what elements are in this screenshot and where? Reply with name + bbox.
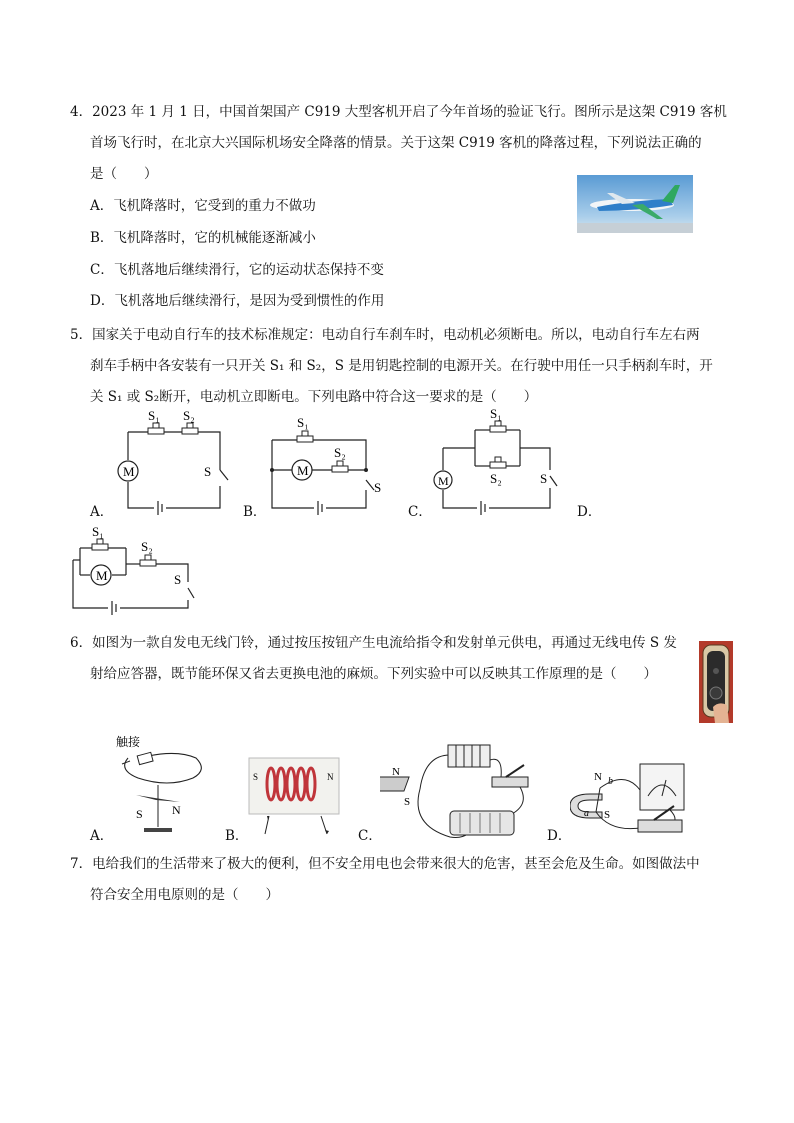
circuit-a — [110, 410, 235, 515]
circuit-d — [68, 520, 198, 616]
q6-label-a: A． — [90, 828, 114, 844]
switch-s2-label: S₂ — [490, 471, 502, 486]
q4-option-c: C．飞机落地后继续滑行，它的运动状态保持不变 — [90, 262, 384, 278]
coil-s-label: S — [253, 772, 259, 782]
pole-n-label: N — [392, 766, 400, 778]
wire-end-b-label: b — [608, 776, 613, 787]
circuit-b — [262, 410, 387, 515]
q5-label-a: A． — [90, 504, 114, 520]
switch-s-label: S — [174, 572, 182, 587]
switch-icon — [638, 820, 682, 832]
switch-s1-label: S₁ — [92, 524, 104, 539]
switch-s1-label: S₁ — [297, 415, 309, 430]
q6-label-c: C． — [358, 828, 382, 844]
q5-line2: 刹车手柄中各安装有一只开关 S₁ 和 S₂，S 是用钥匙控制的电源开关。在行驶中用任一只手柄刹车时，开 — [90, 358, 713, 374]
doorbell-image — [699, 641, 733, 723]
motor-label: M — [123, 464, 135, 479]
experiment-d — [570, 760, 690, 842]
switch-icon — [492, 777, 528, 787]
airplane-image — [577, 175, 693, 233]
motor-label: M — [96, 568, 108, 583]
switch-s1-label: S₁ — [490, 408, 502, 421]
q7-line2: 符合安全用电原则的是（ ） — [90, 887, 279, 903]
switch-s-label: S — [374, 480, 382, 495]
q7-line1: 7．电给我们的生活带来了极大的便利，但不安全用电也会带来很大的危害，甚至会危及生命。如图做法中 — [70, 856, 700, 872]
q5-line1: 5．国家关于电动自行车的技术标准规定：电动自行车刹车时，电动机必须断电。所以，电动自行车左右两 — [70, 327, 700, 343]
q5-label-c: C． — [408, 504, 432, 520]
switch-s-label: S — [540, 471, 548, 486]
touch-label: 触接 — [116, 735, 141, 749]
switch-s-label: S — [204, 464, 212, 479]
q6-label-b: B． — [225, 828, 249, 844]
pole-n-label: N — [172, 803, 181, 817]
q4-line1: 4．2023 年 1 月 1 日，中国首架国产 C919 大型客机开启了今年首场的验证飞行。图所示是这架 C919 客机 — [70, 104, 727, 120]
circuit-c — [425, 408, 570, 515]
pole-s-label: S — [604, 809, 611, 821]
wire-end-a-label: a — [584, 808, 589, 819]
q4-option-d: D．飞机落地后继续滑行，是因为受到惯性的作用 — [90, 293, 385, 309]
motor-label: M — [297, 463, 309, 478]
experiment-a — [108, 730, 218, 840]
motor-label: M — [438, 474, 449, 488]
battery-icon — [137, 752, 153, 764]
experiment-b — [243, 752, 348, 842]
pole-n-label: N — [594, 771, 602, 783]
switch-s1-label: S₁ — [148, 410, 160, 423]
switch-s2-label: S₂ — [141, 539, 153, 554]
q4-line3: 是（ ） — [90, 166, 158, 182]
q4-option-b: B．飞机降落时，它的机械能逐渐减小 — [90, 230, 316, 246]
q4-line2: 首场飞行时，在北京大兴国际机场安全降落的情景。关于这架 C919 客机的降落过程，下列说法正确的 — [90, 135, 702, 151]
pole-s-label: S — [136, 807, 143, 821]
pole-s-label: S — [404, 796, 411, 808]
coil-n-label: N — [327, 772, 334, 782]
magnet-icon — [380, 777, 409, 791]
switch-s2-label: S₂ — [183, 410, 195, 423]
q6-label-d: D． — [547, 828, 572, 844]
experiment-c — [380, 725, 540, 843]
switch-s2-label: S₂ — [334, 445, 346, 460]
q5-label-d: D． — [577, 504, 602, 520]
battery-icon — [448, 745, 490, 767]
q6-line2: 射给应答器，既节能环保又省去更换电池的麻烦。下列实验中可以反映其工作原理的是（ ） — [90, 666, 657, 682]
q6-line1: 6．如图为一款自发电无线门铃，通过按压按钮产生电流给指令和发射单元供电，再通过无线电传 S 发 — [70, 635, 677, 651]
q4-option-a: A．飞机降落时，它受到的重力不做功 — [90, 198, 316, 214]
galvanometer-icon — [640, 764, 684, 810]
q5-label-b: B． — [243, 504, 267, 520]
q5-line3: 关 S₁ 或 S₂断开，电动机立即断电。下列电路中符合这一要求的是（ ） — [90, 389, 538, 405]
